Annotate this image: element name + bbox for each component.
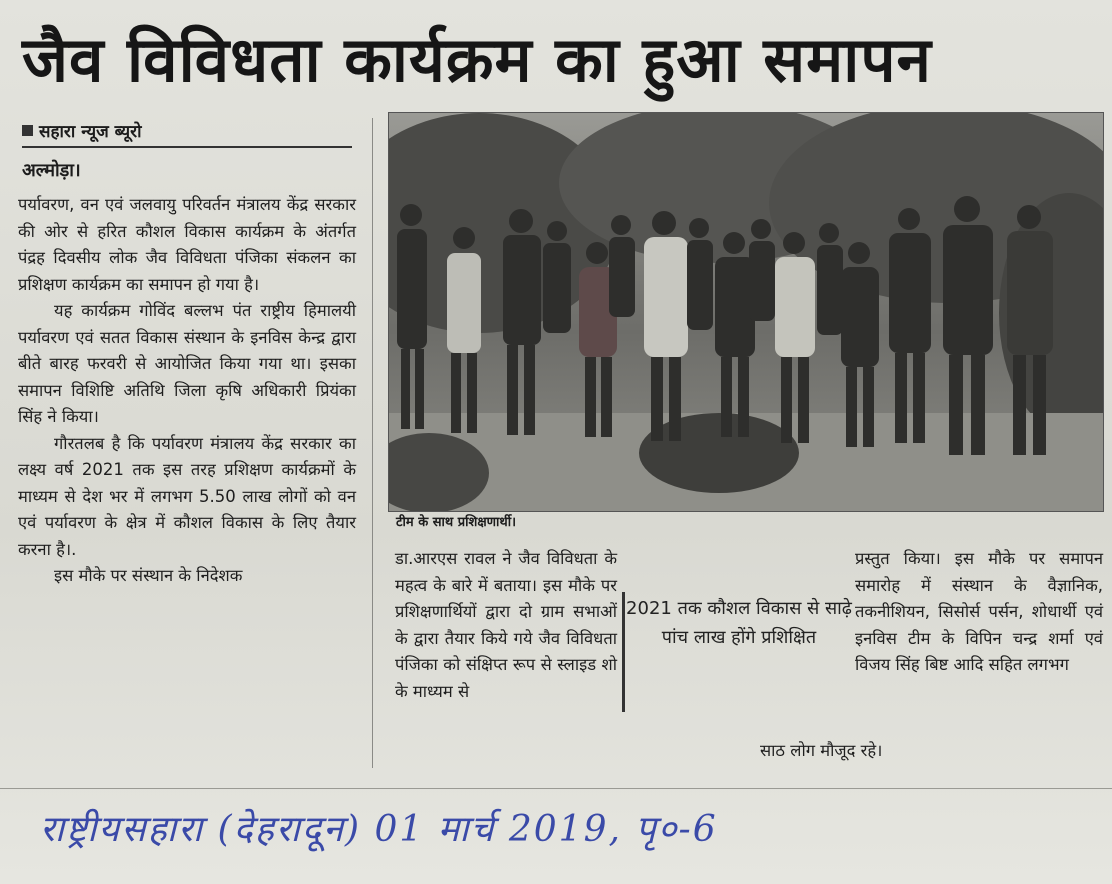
- paragraph: इस मौके पर संस्थान के निदेशक: [54, 566, 243, 585]
- paragraph: गौरतलब है कि पर्यावरण मंत्रालय केंद्र सरकार का लक्ष्य वर्ष 2021 तक इस तरह प्रशिक्षण कार्यक्रमों के माध्यम से देश भर में लगभग 5.50 लाख लोगों को वन एवं पर्यावरण के क्षेत्र में कौशल विकास के लिए तैयार करना है।.: [18, 433, 356, 559]
- paragraph: यह कार्यक्रम गोविंद बल्लभ पंत राष्ट्रीय हिमालयी पर्यावरण एवं सतत विकास संस्थान के इनविस केन्द्र द्वारा बीते बारह फरवरी से आयोजित किया गया था। इसका समापन विशिष्टि अतिथि जिला कृषि अधिकारी प्रियंका सिंह ने किया।: [18, 301, 356, 426]
- article-column-1: [18, 192, 356, 590]
- headline: जैव विविधता कार्यक्रम का हुआ समापन: [22, 23, 932, 96]
- article-column-3-tail: साठ लोग मौजूद रहे।: [760, 741, 883, 760]
- square-bullet-icon: [22, 125, 33, 136]
- paragraph: पर्यावरण, वन एवं जलवायु परिवर्तन मंत्रालय केंद्र सरकार की ओर से हरित कौशल विकास कार्यक्रम के अंतर्गत पंद्रह दिवसीय लोक जैव विविधता पंजिका संकलन का प्रशिक्षण कार्यक्रम का समापन हो गया है।: [18, 195, 356, 294]
- byline-text: सहारा न्यूज ब्यूरो: [39, 122, 142, 142]
- dateline: अल्मोड़ा।: [22, 160, 81, 181]
- clipping-edge: [0, 788, 1112, 789]
- handwritten-source-note: राष्ट्रीयसहारा (देहरादून) 01 मार्च 2019, पृ०-6: [40, 809, 718, 850]
- group-photo: [388, 112, 1104, 512]
- pull-quote: 2021 तक कौशल विकास से साढ़े पांच लाख होंगे प्रशिक्षित: [622, 592, 853, 712]
- article-column-3: प्रस्तुत किया। इस मौके पर समापन समारोह में संस्थान के वैज्ञानिक, तकनीशियन, सिसोर्स पर्सन, शोधार्थी एवं इनविस टीम के विपिन चन्द्र शर्मा एवं विजय सिंह बिष्ट आदि सहित लगभग: [855, 549, 1103, 674]
- column-divider: [372, 118, 373, 768]
- article-column-2: डा.आरएस रावल ने जैव विविधता के महत्व के बारे में बताया। इस मौके पर प्रशिक्षणार्थियों द्वारा दो ग्राम सभाओं के द्वारा तैयार किये गये जैव विविधता पंजिका को संक्षिप्त रूप से स्लाइड शो के माध्यम से: [395, 549, 617, 701]
- byline: [22, 120, 352, 148]
- photo-caption: टीम के साथ प्रशिक्षणार्थी।: [396, 515, 517, 530]
